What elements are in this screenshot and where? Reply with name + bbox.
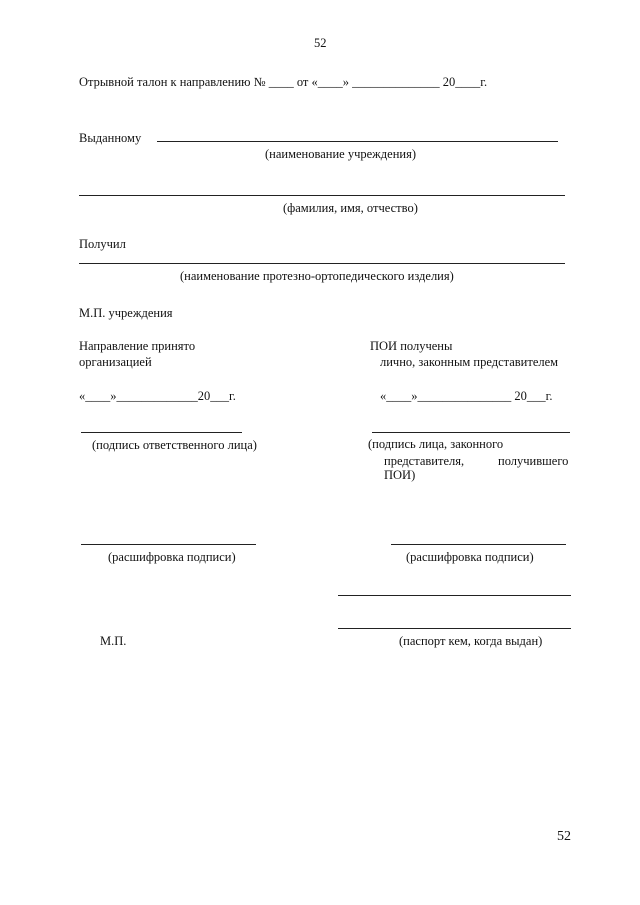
right-date-line: «____»_______________ 20___г.	[380, 389, 553, 403]
right-signature-caption-line2-right: получившего	[498, 454, 569, 468]
left-signature-caption: (подпись ответственного лица)	[92, 438, 257, 452]
right-heading-line1: ПОИ получены	[370, 339, 453, 353]
passport-blank-line-2	[338, 628, 571, 629]
product-caption: (наименование протезно-ортопедического изделия)	[180, 269, 454, 283]
left-decode-caption: (расшифровка подписи)	[108, 550, 236, 564]
mp-institution-label: М.П. учреждения	[79, 306, 173, 320]
right-signature-blank-line	[372, 432, 570, 433]
passport-caption: (паспорт кем, когда выдан)	[399, 634, 543, 648]
institution-blank-line	[157, 141, 558, 142]
page-number-bottom: 52	[557, 829, 571, 844]
product-blank-line	[79, 263, 565, 264]
right-heading-line2: лично, законным представителем	[380, 355, 559, 369]
right-signature-caption-line1: (подпись лица, законного	[368, 437, 504, 451]
page-number-top: 52	[314, 36, 327, 50]
right-decode-caption: (расшифровка подписи)	[406, 550, 534, 564]
right-signature-caption-line2-left: представителя,	[384, 454, 465, 468]
left-date-line: «____»_____________20___г.	[79, 389, 236, 403]
institution-caption: (наименование учреждения)	[265, 147, 416, 161]
fio-caption: (фамилия, имя, отчество)	[283, 201, 418, 215]
coupon-header: Отрывной талон к направлению № ____ от «____» ______________ 20____г.	[79, 75, 488, 89]
left-signature-blank-line	[81, 432, 242, 433]
received-label: Получил	[79, 237, 126, 251]
issued-to-label: Выданному	[79, 131, 142, 145]
passport-blank-line-1	[338, 595, 571, 596]
right-decode-blank-line	[391, 544, 566, 545]
left-heading-line1: Направление принято	[79, 339, 196, 353]
left-heading-line2: организацией	[79, 355, 152, 369]
fio-blank-line	[79, 195, 565, 196]
right-signature-caption-line3: ПОИ)	[384, 468, 416, 482]
left-decode-blank-line	[81, 544, 256, 545]
mp-label: М.П.	[100, 634, 127, 648]
